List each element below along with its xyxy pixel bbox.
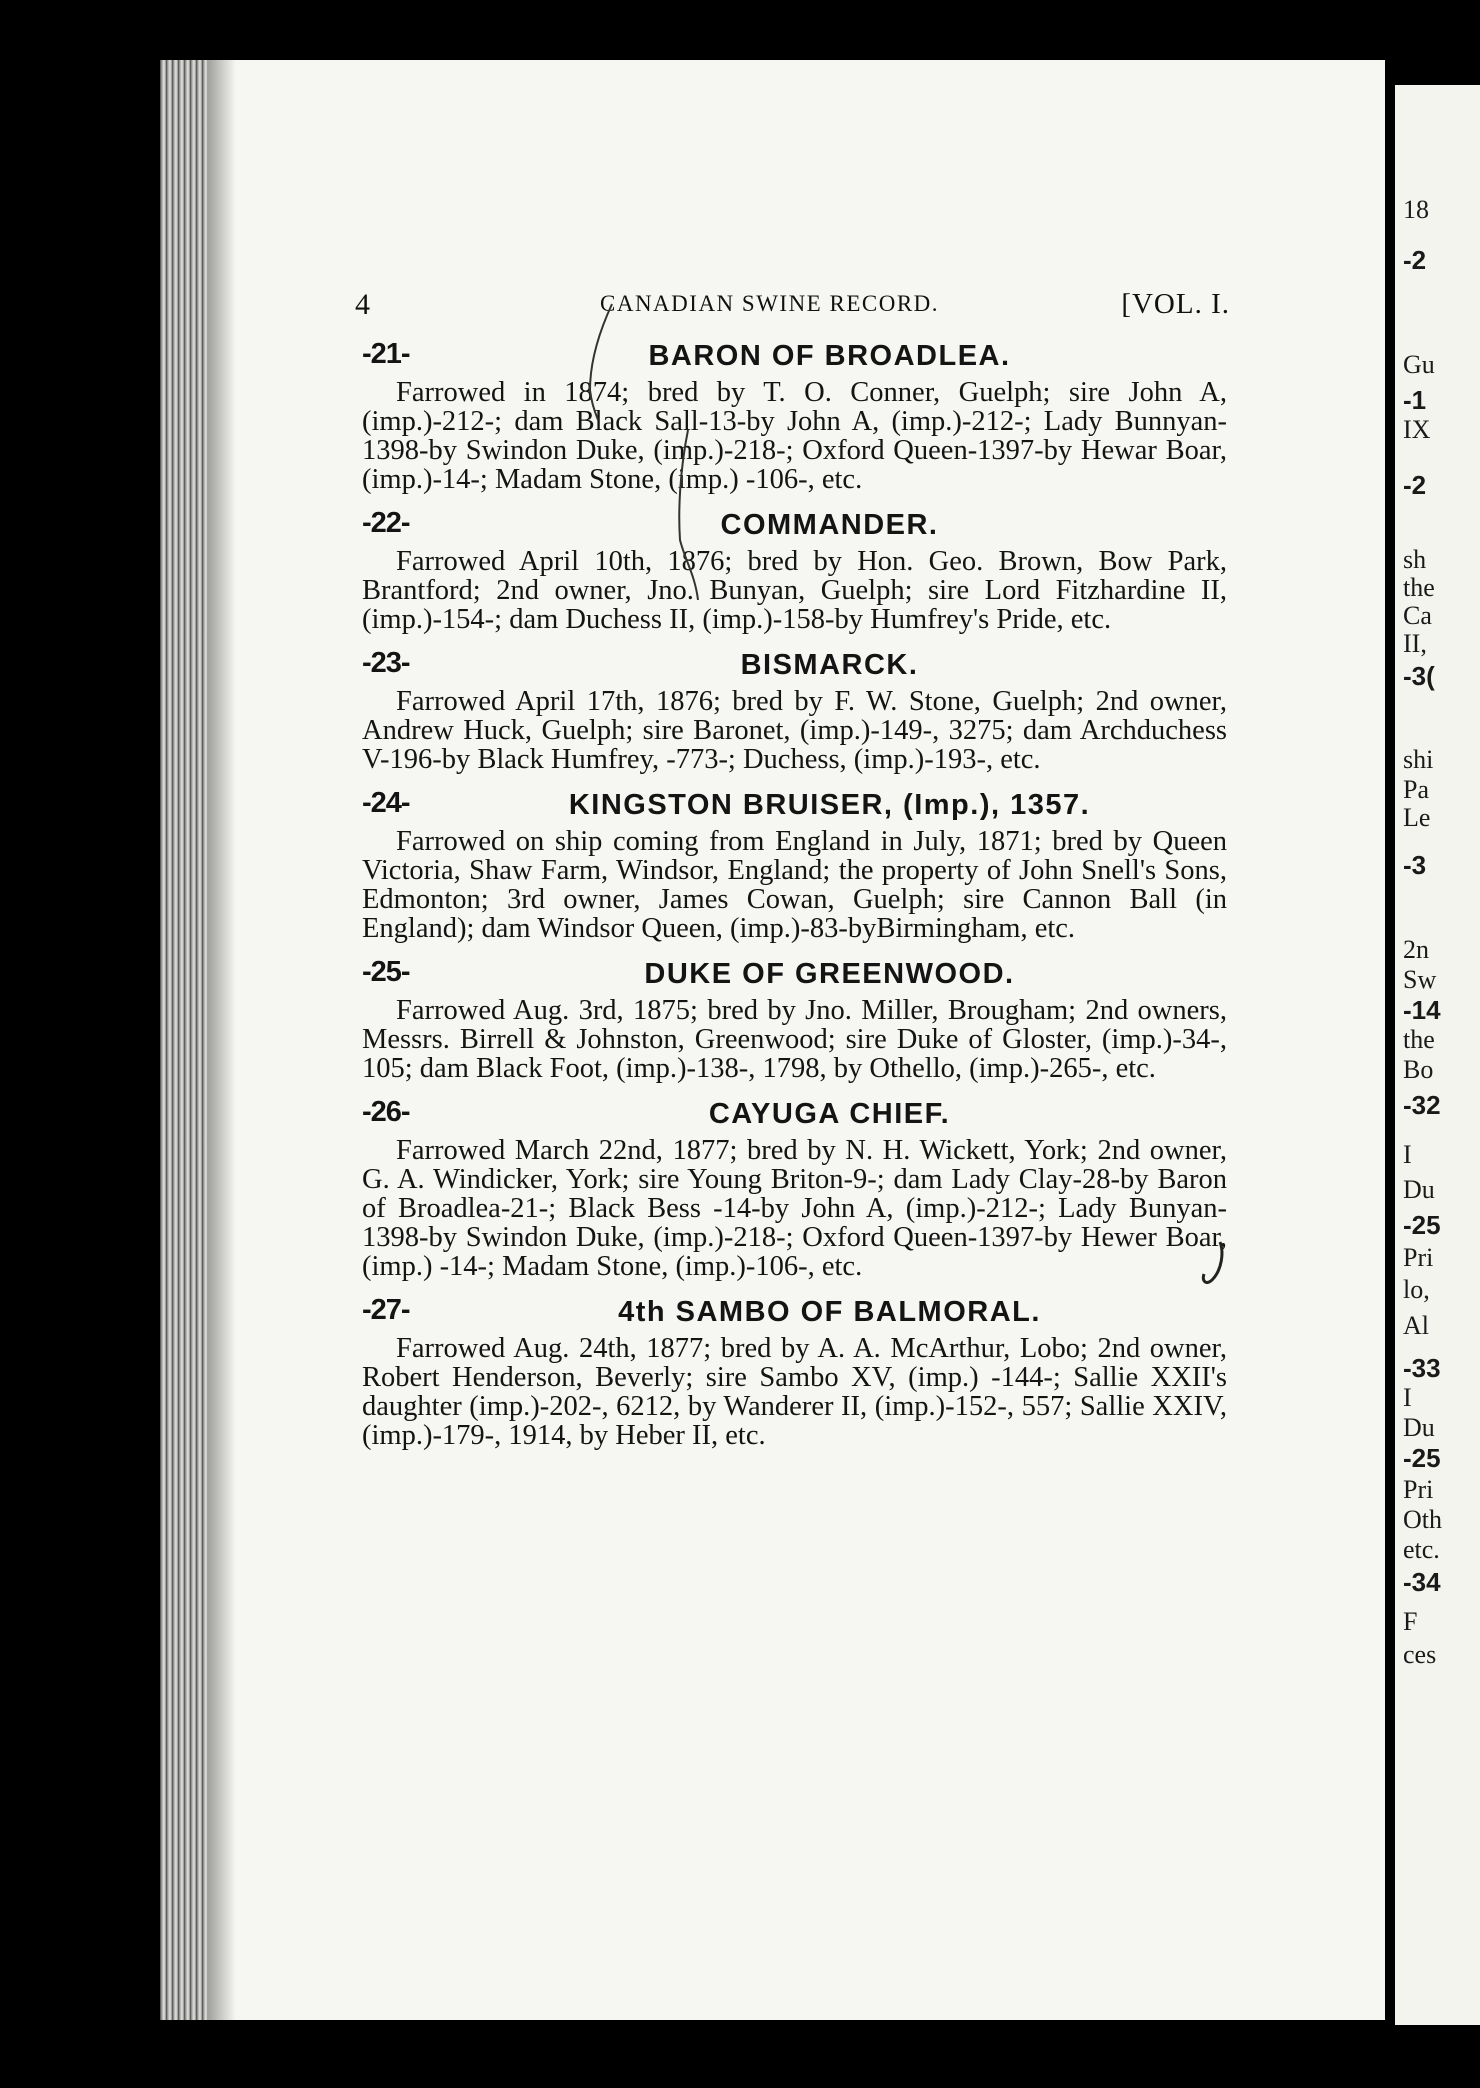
entry-text: Farrowed April 17th, 1876; bred by F. W. Stone, Guelph; 2nd owner, Andrew Huck, Guelph; sire Baronet, (imp.)-149-, 3275; dam Archduchess V-196-by Black Humfrey, -773-; Duchess, (imp.)-193-, etc. <box>362 686 1227 775</box>
pedigree-entry <box>362 787 1227 943</box>
entry-heading <box>362 787 1227 827</box>
entry-number: -23- <box>362 647 410 679</box>
adjacent-page-fragment: shi <box>1403 745 1434 774</box>
entry-number: -21- <box>362 338 410 370</box>
animal-name: COMMANDER. <box>720 509 939 541</box>
adjacent-page-fragment: Oth <box>1403 1505 1442 1534</box>
adjacent-page-fragment: -3( <box>1403 661 1435 691</box>
adjacent-page-fragment: etc. <box>1403 1535 1440 1564</box>
pedigree-entry <box>362 507 1227 634</box>
adjacent-page-fragment: 2n <box>1403 935 1429 964</box>
adjacent-page-fragment: Du <box>1403 1175 1435 1204</box>
adjacent-page-fragment: Ca <box>1403 601 1432 630</box>
adjacent-page-fragment: Pri <box>1403 1243 1434 1272</box>
adjacent-page-fragment: -33 <box>1403 1353 1441 1383</box>
adjacent-page-fragment: Gu <box>1403 350 1435 379</box>
adjacent-page-fragment: sh <box>1403 545 1427 574</box>
entry-number: -22- <box>362 507 410 539</box>
adjacent-page-fragment: -3 <box>1403 850 1427 880</box>
running-header <box>355 288 1230 324</box>
animal-name: CAYUGA CHIEF. <box>708 1098 951 1130</box>
adjacent-page-fragment: -2 <box>1403 470 1427 500</box>
entry-text: Farrowed April 10th, 1876; bred by Hon. Geo. Brown, Bow Park, Brantford; 2nd owner, Jno. Bunyan, Guelph; sire Lord Fitzhardine II, (imp.)-154-; dam Duchess II, (imp.)-158-by Humfrey's Pride, etc. <box>362 546 1227 635</box>
entry-text: Farrowed in 1874; bred by T. O. Conner, Guelph; sire John A, (imp.)-212-; dam Black Sall-13-by John A, (imp.)-212-; Lady Bunnyan-1398-by Swindon Duke, (imp.)-218-; Oxford Queen-1397-by Hewar Boar, (imp.)-14-; Madam Stone, (imp.) -106-, etc. <box>362 377 1227 495</box>
entry-heading <box>362 956 1227 996</box>
adjacent-page-fragment: ces <box>1403 1640 1437 1669</box>
adjacent-page-fragment: II, <box>1403 629 1427 658</box>
animal-name: 4th SAMBO OF BALMORAL. <box>618 1296 1041 1328</box>
adjacent-page-fragment: the <box>1403 1025 1435 1054</box>
adjacent-page-fragment: -32 <box>1403 1090 1441 1120</box>
page-number: 4 <box>355 288 370 321</box>
animal-name: DUKE OF GREENWOOD. <box>644 958 1015 990</box>
adjacent-page-fragment: -1 <box>1403 385 1427 415</box>
pedigree-entry <box>362 338 1227 494</box>
pedigree-entries <box>362 338 1227 1463</box>
entry-text: Farrowed Aug. 24th, 1877; bred by A. A. McArthur, Lobo; 2nd owner, Robert Henderson, Beverly; sire Sambo XV, (imp.) -144-; Sallie XXII's daughter (imp.)-202-, 6212, by Wanderer II, (imp.)-152-, 557; Sallie XXIV, (imp.)-179-, 1914, by Heber II, etc. <box>362 1333 1227 1451</box>
adjacent-page-fragment: F <box>1403 1607 1418 1636</box>
spine-shadow <box>208 60 236 2020</box>
adjacent-page-fragment: Bo <box>1403 1055 1434 1084</box>
adjacent-page-edge <box>1395 85 1480 2025</box>
pedigree-entry <box>362 1096 1227 1281</box>
entry-heading <box>362 647 1227 687</box>
entry-heading <box>362 338 1227 378</box>
entry-number: -26- <box>362 1096 410 1128</box>
adjacent-page-fragment: -2 <box>1403 245 1427 275</box>
adjacent-page-fragment: -34 <box>1403 1567 1441 1597</box>
adjacent-page-fragment: 18 <box>1403 195 1429 224</box>
adjacent-page-fragment: -25 <box>1403 1210 1441 1240</box>
animal-name: KINGSTON BRUISER, (Imp.), 1357. <box>568 789 1091 821</box>
adjacent-page-fragment: IX <box>1403 415 1431 444</box>
entry-number: -24- <box>362 787 410 819</box>
entry-text: Farrowed on ship coming from England in July, 1871; bred by Queen Victoria, Shaw Farm, Windsor, England; the property of John Snell's Sons, Edmonton; 3rd owner, James Cowan, Guelph; sire Cannon Ball (in England); dam Windsor Queen, (imp.)-83-byBirmingham, etc. <box>362 826 1227 944</box>
adjacent-page-fragment: the <box>1403 573 1435 602</box>
adjacent-page-fragment: -14 <box>1403 995 1441 1025</box>
adjacent-page-fragment: I <box>1403 1140 1412 1169</box>
volume-label: [VOL. I. <box>1121 288 1230 320</box>
entry-heading <box>362 507 1227 547</box>
entry-heading <box>362 1096 1227 1136</box>
adjacent-page-fragment: lo, <box>1403 1275 1430 1304</box>
pedigree-entry <box>362 1294 1227 1450</box>
adjacent-page-fragment: I <box>1403 1383 1412 1412</box>
running-title: CANADIAN SWINE RECORD. <box>600 291 940 316</box>
entry-text: Farrowed Aug. 3rd, 1875; bred by Jno. Miller, Brougham; 2nd owners, Messrs. Birrell & Johnston, Greenwood; sire Duke of Gloster, (imp.)-34-, 105; dam Black Foot, (imp.)-138-, 1798, by Othello, (imp.)-265-, etc. <box>362 995 1227 1084</box>
entry-number: -27- <box>362 1294 410 1326</box>
animal-name: BARON OF BROADLEA. <box>648 340 1011 372</box>
entry-text: Farrowed March 22nd, 1877; bred by N. H. Wickett, York; 2nd owner, G. A. Windicker, York; sire Young Briton-9-; dam Lady Clay-28-by Baron of Broadlea-21-; Black Bess -14-by John A, (imp.)-212-; Lady Bunyan-1398-by Swindon Duke, (imp.)-218-; Oxford Queen-1397-by Hewer Boar, (imp.) -14-; Madam Stone, (imp.)-106-, etc. <box>362 1135 1227 1282</box>
entry-number: -25- <box>362 956 410 988</box>
adjacent-page-fragment: Al <box>1403 1311 1429 1340</box>
adjacent-page-fragment: -25 <box>1403 1443 1441 1473</box>
animal-name: BISMARCK. <box>740 649 919 681</box>
adjacent-page-fragment: Le <box>1403 803 1431 832</box>
pedigree-entry <box>362 647 1227 774</box>
adjacent-page-fragment: Du <box>1403 1413 1435 1442</box>
adjacent-page-fragment: Pa <box>1403 775 1429 804</box>
page-gutter <box>160 60 208 2020</box>
entry-heading <box>362 1294 1227 1334</box>
adjacent-page-fragment: Sw <box>1403 965 1437 994</box>
adjacent-page-fragment: Pri <box>1403 1475 1434 1504</box>
pedigree-entry <box>362 956 1227 1083</box>
